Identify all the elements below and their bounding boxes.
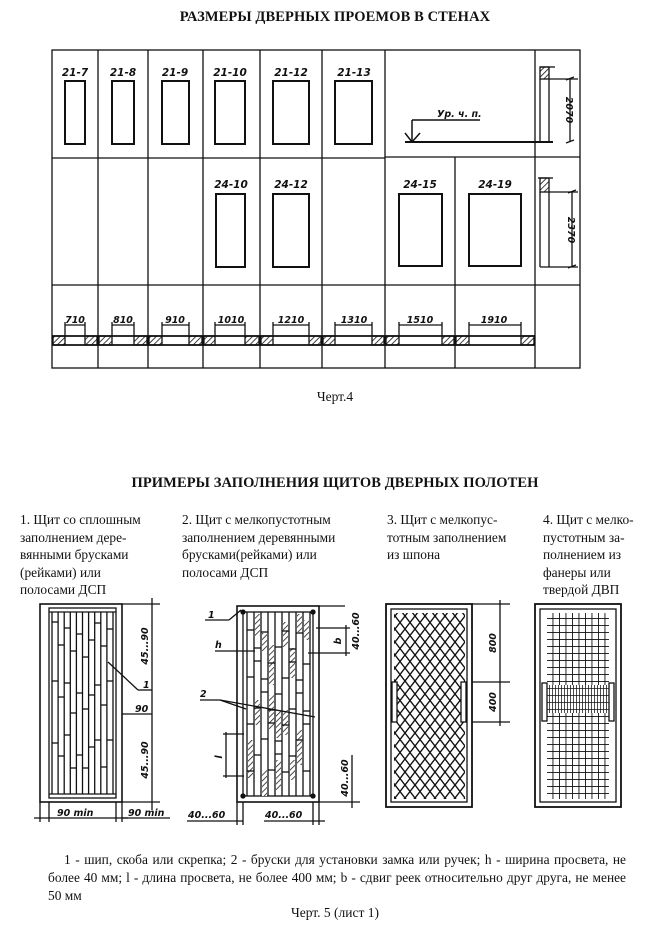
width-910: 910 <box>165 315 185 326</box>
panel1-dim-bottom: 45...90 <box>140 741 151 779</box>
panel1-line: (рейками) или <box>20 564 101 580</box>
label-24-10: 24-10 <box>214 179 248 191</box>
label-21-8: 21-8 <box>109 67 137 79</box>
wall-hatch <box>372 336 384 345</box>
label-21-7: 21-7 <box>61 67 89 79</box>
width-1210: 1210 <box>277 315 305 326</box>
hatched-block <box>276 760 281 790</box>
opening-21-9 <box>162 81 189 144</box>
panel4-line: твердой ДВП <box>543 582 620 597</box>
opening-24-19 <box>469 194 521 266</box>
panel1-dim-middle: 90 <box>135 704 149 715</box>
panel1-description <box>20 511 180 599</box>
opening-21-12 <box>273 81 309 144</box>
hatched-block <box>262 633 267 651</box>
panel4-description <box>543 511 668 599</box>
label-21-13: 21-13 <box>337 67 371 79</box>
hatched-block <box>276 710 281 738</box>
wall-hatch <box>386 336 399 345</box>
figure5-notes: 1 - шип, скоба или скрепка; 2 - бруски для установки замка или ручек; h - ширина просвета, не более 40 мм; l - длина просвета, не более 400 мм; b - сдвиг реек относительно друг друга, не менее 50 мм <box>48 852 626 903</box>
panel2-callout-2: 2 <box>200 689 207 700</box>
floor-level-label: Ур. ч. п. <box>437 109 482 120</box>
panel1-callout: 1 <box>143 680 150 691</box>
hatched-block <box>269 695 274 729</box>
wall-hatch <box>309 336 321 345</box>
wall-hatch <box>204 336 215 345</box>
wall-hatch <box>323 336 335 345</box>
panel2-dim-left-width: 40...60 <box>188 810 226 821</box>
hatched-block <box>283 710 288 735</box>
panel1-line: полосами ДСП <box>20 582 107 597</box>
hatched-block <box>290 648 295 678</box>
panel3-line: тотным заполнением <box>387 529 507 545</box>
panel2-line: заполнением деревянными <box>182 529 336 545</box>
wall-hatch <box>99 336 112 345</box>
width-710: 710 <box>65 315 85 326</box>
opening-21-8 <box>112 81 134 144</box>
hatched-block <box>304 620 309 640</box>
label-21-12: 21-12 <box>274 67 308 79</box>
opening-21-10 <box>215 81 245 144</box>
panel4-drawing <box>535 604 621 807</box>
wall-hatch <box>134 336 147 345</box>
hatched-block <box>269 645 274 685</box>
hatched-block <box>283 622 288 647</box>
panel4-line: полнением из <box>543 547 622 562</box>
wall-hatch <box>456 336 469 345</box>
panel1-dim-top: 45...90 <box>140 627 151 665</box>
label-24-12: 24-12 <box>274 179 308 191</box>
panel1-line: 1. Щит со сплошным <box>20 512 141 527</box>
figure4-title: РАЗМЕРЫ ДВЕРНЫХ ПРОЕМОВ В СТЕНАХ <box>179 9 491 25</box>
panel3-line: из шпона <box>387 547 441 562</box>
label-24-19: 24-19 <box>478 179 512 191</box>
width-1010: 1010 <box>217 315 245 326</box>
figure5-title: ПРИМЕРЫ ЗАПОЛНЕНИЯ ЩИТОВ ДВЕРНЫХ ПОЛОТЕН <box>131 475 539 491</box>
wall-hatch <box>53 336 65 345</box>
panel4-line: фанеры или <box>543 564 611 580</box>
wall-hatch <box>245 336 259 345</box>
hatched-block <box>255 700 260 725</box>
width-1510: 1510 <box>406 315 434 326</box>
hatched-block <box>248 740 253 778</box>
hatched-block <box>255 614 260 636</box>
hatched-block <box>262 770 267 796</box>
label-24-15: 24-15 <box>403 179 437 191</box>
wall-hatch <box>521 336 534 345</box>
height-2070: 2070 <box>563 96 574 124</box>
panel1-dim-left-width: 90 min <box>57 808 94 819</box>
panel2-line: 2. Щит с мелкопустотным <box>182 512 331 527</box>
panel2-dim-inner-width: 40...60 <box>265 810 303 821</box>
panel1-line: вянными брусками <box>20 547 129 562</box>
opening-24-10 <box>216 194 245 267</box>
panel3-description <box>387 511 527 564</box>
opening-21-7 <box>65 81 85 144</box>
panel2-line: брусками(рейками) или <box>182 547 317 562</box>
wall-hatch <box>189 336 202 345</box>
width-1310: 1310 <box>340 315 368 326</box>
opening-21-13 <box>335 81 372 144</box>
wall-hatch <box>442 336 454 345</box>
width-1910: 1910 <box>480 315 508 326</box>
hatched-block <box>290 760 295 780</box>
hatched-block <box>297 730 302 765</box>
figure5-caption: Черт. 5 (лист 1) <box>290 905 380 920</box>
panel4-line: 4. Щит с мелко- <box>543 512 634 527</box>
panel3-dim-lower: 400 <box>488 692 499 712</box>
panel2-line: полосами ДСП <box>182 564 269 580</box>
wall-hatch <box>149 336 162 345</box>
opening-24-15 <box>399 194 442 266</box>
panel4-line: пустотным за- <box>543 529 625 545</box>
door-openings-drawing <box>0 0 670 380</box>
panel2-label-l: l <box>214 755 225 759</box>
panel2-dim-bottom: 40...60 <box>340 759 351 797</box>
floor-level-marker <box>405 120 553 142</box>
figure4-caption: Черт.4 <box>316 389 354 404</box>
panel2-dim-top: 40...60 <box>351 612 362 650</box>
width-810: 810 <box>113 315 133 326</box>
wall-hatch <box>261 336 273 345</box>
opening-24-12 <box>273 194 309 267</box>
height-2370: 2370 <box>565 216 576 244</box>
door-panel-drawings <box>0 590 670 850</box>
panel1-dim-right-width: 90 min <box>128 808 165 819</box>
label-21-9: 21-9 <box>161 67 189 79</box>
panel1-line: заполнением дере- <box>20 529 127 545</box>
label-21-10: 21-10 <box>213 67 247 79</box>
panel2-callout-1: 1 <box>208 610 215 621</box>
panel2-label-h: h <box>215 640 222 651</box>
wall-hatch <box>85 336 97 345</box>
panel2-description <box>182 511 382 581</box>
panel2-label-b: b <box>333 637 344 645</box>
hatched-block <box>297 614 302 632</box>
panel3-dim-upper: 800 <box>488 633 499 653</box>
panel3-line: 3. Щит с мелкопус- <box>387 512 498 527</box>
